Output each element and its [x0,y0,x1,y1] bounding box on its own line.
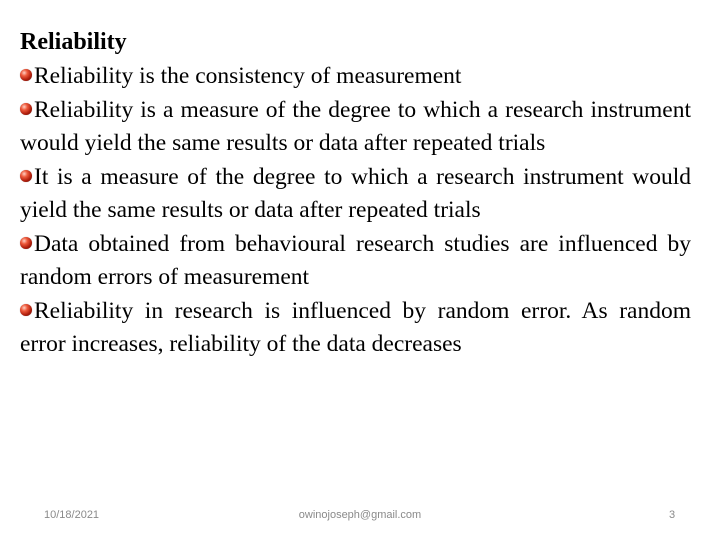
red-bullet-icon [20,103,32,115]
footer-email: owinojoseph@gmail.com [298,509,422,521]
bullet-item [20,60,691,94]
red-bullet-icon [20,170,32,182]
red-bullet-icon [20,304,32,316]
bullet-text: Reliability is a measure of the degree to which a research instrument would yield the same results or data after repeated trials [20,96,691,156]
slide-title: Reliability [20,29,127,55]
red-bullet-icon [20,237,32,249]
bullet-list [20,60,691,362]
footer-date: 10/18/2021 [44,509,100,521]
red-bullet-icon [20,69,32,81]
footer-page-number: 3 [669,509,676,521]
bullet-item [20,295,691,362]
bullet-item [20,94,691,161]
bullet-item [20,228,691,295]
bullet-text: Reliability in research is influenced by random error. As random error increases, reliability of the data decreases [20,297,691,357]
bullet-text: Data obtained from behavioural research studies are influenced by random errors of measurement [20,230,691,290]
bullet-text: Reliability is the consistency of measurement [34,63,462,89]
bullet-text: It is a measure of the degree to which a research instrument would yield the same results or data after repeated trials [20,163,691,223]
bullet-item [20,161,691,228]
